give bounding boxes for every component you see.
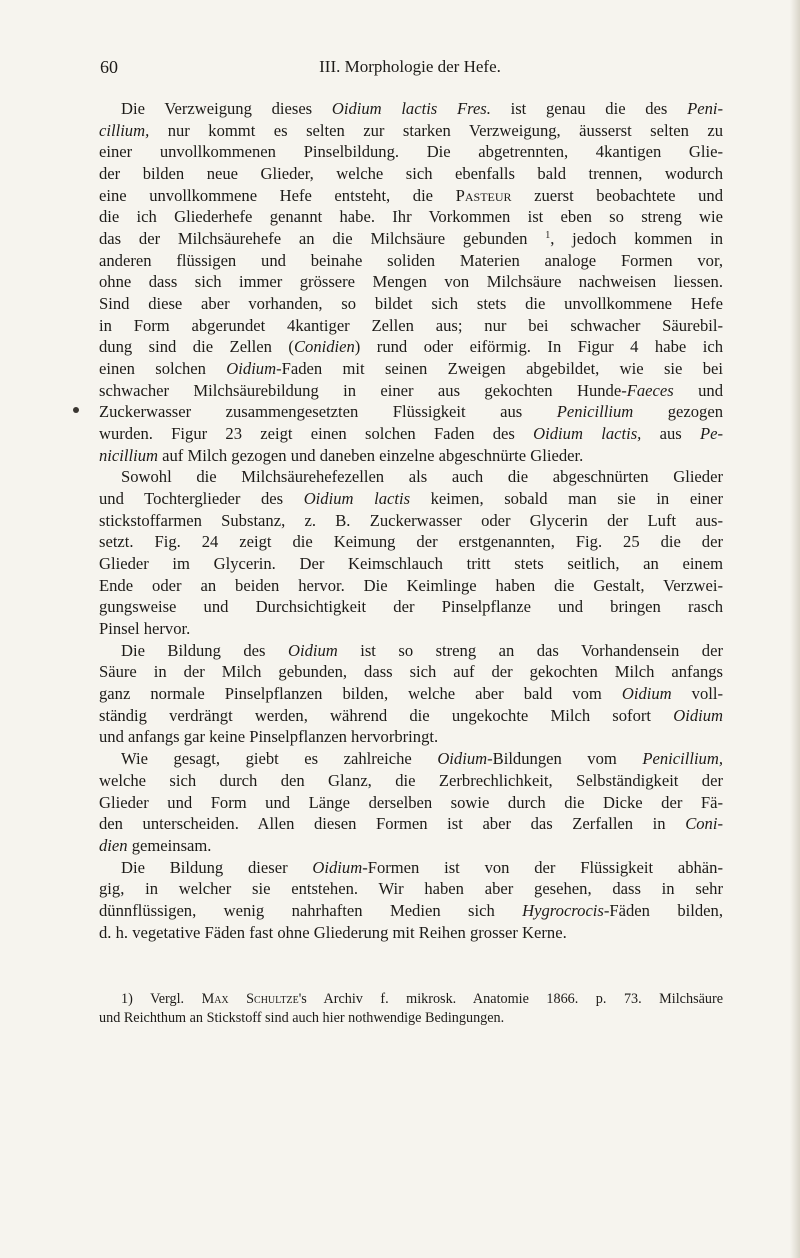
body-text <box>99 98 723 943</box>
page-edge <box>790 0 800 1258</box>
text-line: dien gemeinsam. <box>99 835 212 855</box>
text-line: eine unvollkommene Hefe entsteht, die Pasteur zuerst beobachtete und <box>99 185 723 205</box>
text-line: einen solchen Oidium-Faden mit seinen Zweigen abgebildet, wie sie bei <box>99 359 723 379</box>
text-line: dünnflüssigen, wenig nahrhaften Medien sich Hygrocrocis-Fäden bilden, <box>99 900 723 920</box>
text-line: Wie gesagt, giebt es zahlreiche Oidium-Bildungen vom Penicillium, <box>121 749 723 769</box>
text-line: die ich Gliederhefe genannt habe. Ihr Vorkommen ist eben so streng wie <box>99 207 723 227</box>
footnote-line: 1) Vergl. Max Schultze's Archiv f. mikrosk. Anatomie 1866. p. 73. Milchsäure <box>121 991 724 1007</box>
text-line: ganz normale Pinselpflanzen bilden, welche aber bald vom Oidium voll- <box>99 684 723 704</box>
text-line: Pinsel hervor. <box>99 619 191 639</box>
text-line: welche sich durch den Glanz, die Zerbrechlichkeit, Selbständigkeit der <box>99 770 723 790</box>
text-line: und anfangs gar keine Pinselpflanzen hervorbringt. <box>99 727 439 747</box>
text-line: Sind diese aber vorhanden, so bildet sich stets die unvollkommene Hefe <box>99 294 723 314</box>
text-line: Säure in der Milch gebunden, dass sich auf der gekochten Milch anfangs <box>99 662 723 682</box>
text-line: stickstoffarmen Substanz, z. B. Zuckerwasser oder Glycerin der Luft aus- <box>99 510 723 530</box>
text-line: schwacher Milchsäurebildung in einer aus gekochten Hunde-Faeces und <box>99 380 723 400</box>
text-line: Glieder und Form und Länge derselben sowie durch die Dicke der Fä- <box>99 792 723 812</box>
text-line: Glieder im Glycerin. Der Keimschlauch tritt stets seitlich, an einem <box>99 554 723 574</box>
text-line: gig, in welcher sie entstehen. Wir haben aber gesehen, dass in sehr <box>99 879 723 899</box>
text-line: wurden. Figur 23 zeigt einen solchen Faden des Oidium lactis, aus Pe- <box>99 424 723 444</box>
text-line: Ende oder an beiden hervor. Die Keimlinge haben die Gestalt, Verzwei- <box>99 575 723 595</box>
text-line: und Tochterglieder des Oidium lactis keimen, sobald man sie in einer <box>99 489 723 509</box>
text-line: Die Bildung dieser Oidium-Formen ist von der Flüssigkeit abhän- <box>121 857 723 877</box>
text-line: Die Bildung des Oidium ist so streng an das Vorhandensein der <box>121 640 723 660</box>
text-line: in Form abgerundet 4kantiger Zellen aus; nur bei schwacher Säurebil- <box>99 315 723 335</box>
running-title: III. Morphologie der Hefe. <box>319 57 501 76</box>
text-line: cillium, nur kommt es selten zur starken Verzweigung, äusserst selten zu <box>99 120 723 140</box>
text-line: ständig verdrängt werden, während die ungekochte Milch sofort Oidium <box>99 705 723 725</box>
text-line: Sowohl die Milchsäurehefezellen als auch die abgeschnürten Glieder <box>121 467 723 487</box>
footnote-ref: 1 <box>545 230 551 242</box>
margin-mark <box>73 407 79 413</box>
text-line: nicillium auf Milch gezogen und daneben einzelne abgeschnürte Glieder. <box>99 445 584 465</box>
text-line: d. h. vegetative Fäden fast ohne Gliederung mit Reihen grosser Kerne. <box>99 922 567 942</box>
text-line: das der Milchsäurehefe an die Milchsäure gebunden $^1$, jedoch kommen in <box>99 229 724 249</box>
footnote <box>99 990 723 1028</box>
text-line: anderen flüssigen und beinahe soliden Materien analoge Formen vor, <box>99 250 723 270</box>
text-line: Zuckerwasser zusammengesetzten Flüssigkeit aus Penicillium gezogen <box>99 402 724 422</box>
text-line: setzt. Fig. 24 zeigt die Keimung der erstgenannten, Fig. 25 die der <box>99 532 723 552</box>
running-head <box>100 57 720 83</box>
text-line: dung sind die Zellen (Conidien) rund oder eiförmig. In Figur 4 habe ich <box>99 337 724 357</box>
page-number: 60 <box>100 57 118 77</box>
text-line: den unterscheiden. Allen diesen Formen ist aber das Zerfallen in Coni- <box>99 814 723 834</box>
text-line: der bilden neue Glieder, welche sich ebenfalls bald trennen, wodurch <box>99 164 723 184</box>
text-line: gungsweise und Durchsichtigkeit der Pinselpflanze und bringen rasch <box>99 597 723 617</box>
footnote-line: und Reichthum an Stickstoff sind auch hier nothwendige Bedingungen. <box>99 1010 505 1026</box>
text-line: Die Verzweigung dieses Oidium lactis Fres. ist genau die des Peni- <box>121 99 724 118</box>
text-line: ohne dass sich immer grössere Mengen von Milchsäure nachweisen liessen. <box>99 272 723 292</box>
text-line: einer unvollkommenen Pinselbildung. Die abgetrennten, 4kantigen Glie- <box>99 142 723 162</box>
